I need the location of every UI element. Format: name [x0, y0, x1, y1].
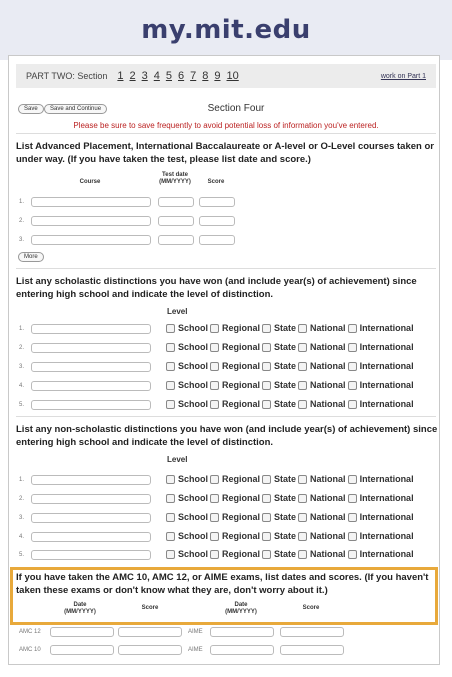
scholastic-question: List any scholastic distinctions you have won (and include year(s) of achievement) since entering high school and indicate the level of distinction. [16, 276, 417, 300]
regional-option[interactable]: Regional [210, 380, 260, 390]
checkbox[interactable] [298, 400, 307, 409]
regional-option[interactable]: Regional [210, 323, 260, 333]
checkbox[interactable] [166, 343, 175, 352]
international-option[interactable]: International [348, 474, 414, 484]
checkbox[interactable] [298, 381, 307, 390]
amc12-label: AMC 12 [19, 629, 41, 635]
checkbox[interactable] [262, 513, 271, 522]
checkbox[interactable] [210, 475, 219, 484]
ap-row-number: 2. [19, 218, 25, 224]
checkbox[interactable] [348, 550, 357, 559]
checkbox[interactable] [262, 494, 271, 503]
national-option[interactable]: National [298, 399, 346, 409]
regional-option[interactable]: Regional [210, 512, 260, 522]
international-option[interactable]: International [348, 512, 414, 522]
amc12-score-input[interactable] [118, 627, 182, 637]
scholastic-row-number: 2. [19, 345, 25, 351]
checkbox[interactable] [348, 324, 357, 333]
scholastic-level-options [166, 380, 416, 390]
scholastic-distinction-input[interactable] [31, 400, 151, 410]
checkbox[interactable] [166, 475, 175, 484]
school-option[interactable]: School [166, 512, 208, 522]
checkbox[interactable] [262, 381, 271, 390]
scholastic-distinction-input[interactable] [31, 343, 151, 353]
amc10-score-input[interactable] [118, 645, 182, 655]
state-option[interactable]: State [262, 531, 296, 541]
nonscholastic-row-number: 2. [19, 496, 25, 502]
site-header [0, 0, 452, 60]
nonscholastic-level-options [166, 531, 416, 541]
school-option[interactable]: School [166, 474, 208, 484]
checkbox[interactable] [262, 343, 271, 352]
checkbox[interactable] [348, 343, 357, 352]
state-option[interactable]: State [262, 493, 296, 503]
ap-row-number: 1. [19, 199, 25, 205]
ap-score-input[interactable] [199, 197, 235, 207]
scholastic-row-number: 1. [19, 326, 25, 332]
nonscholastic-row-number: 5. [19, 552, 25, 558]
checkbox[interactable] [298, 362, 307, 371]
national-option[interactable]: National [298, 531, 346, 541]
checkbox[interactable] [262, 550, 271, 559]
ap-course-input[interactable] [31, 197, 151, 207]
checkbox[interactable] [210, 550, 219, 559]
aime-label: AIME [188, 647, 203, 653]
state-option[interactable]: State [262, 512, 296, 522]
scholastic-row-number: 4. [19, 383, 25, 389]
ap-score-input[interactable] [199, 216, 235, 226]
save-button[interactable]: Save [18, 104, 44, 114]
aime-score-input[interactable] [280, 627, 344, 637]
section-link-6[interactable]: 6 [178, 70, 185, 82]
divider [16, 133, 436, 134]
amc10-label: AMC 10 [19, 647, 41, 653]
section-title: Section Four [207, 103, 265, 114]
scholastic-level-options [166, 399, 416, 409]
nonscholastic-row-number: 3. [19, 515, 25, 521]
ap-date-input[interactable] [158, 235, 194, 245]
international-option[interactable]: International [348, 493, 414, 503]
checkbox[interactable] [210, 400, 219, 409]
aime-score-column-header: Score [302, 605, 320, 611]
checkbox[interactable] [210, 362, 219, 371]
section-link-7[interactable]: 7 [190, 70, 197, 82]
ap-question: List Advanced Placement, International Baccalaureate or A-level or O-Level courses taken or under way. (If you have taken the test, please list date and score.) [16, 141, 434, 165]
score-column-header: Score [207, 179, 225, 185]
checkbox[interactable] [166, 532, 175, 541]
nonscholastic-question: List any non-scholastic distinctions you have won (and include year(s) of achievement) since entering high school and indicate the level of distinction. [16, 424, 438, 448]
school-option[interactable]: School [166, 549, 208, 559]
aime-date-column-header: Date (MM/YYYY) [225, 602, 257, 615]
part-label: PART TWO: Section [26, 71, 108, 81]
section-link-9[interactable]: 9 [214, 70, 221, 82]
checkbox[interactable] [166, 324, 175, 333]
nonscholastic-distinction-input[interactable] [31, 532, 151, 542]
scholastic-row-number: 5. [19, 402, 25, 408]
state-option[interactable]: State [262, 361, 296, 371]
national-option[interactable]: National [298, 361, 346, 371]
checkbox[interactable] [166, 550, 175, 559]
scholastic-level-options [166, 342, 416, 352]
checkbox[interactable] [298, 343, 307, 352]
ap-row-number: 3. [19, 237, 25, 243]
aime-date-input[interactable] [210, 645, 274, 655]
divider [16, 268, 436, 269]
checkbox[interactable] [262, 324, 271, 333]
checkbox[interactable] [298, 532, 307, 541]
section-links [117, 70, 238, 82]
checkbox[interactable] [348, 532, 357, 541]
regional-option[interactable]: Regional [210, 549, 260, 559]
checkbox[interactable] [348, 513, 357, 522]
amc12-date-input[interactable] [50, 627, 114, 637]
section-link-1[interactable]: 1 [117, 70, 124, 82]
state-option[interactable]: State [262, 342, 296, 352]
nonscholastic-level-options [166, 512, 416, 522]
checkbox[interactable] [348, 494, 357, 503]
nonscholastic-level-options [166, 549, 416, 559]
aime-date-input[interactable] [210, 627, 274, 637]
state-option[interactable]: State [262, 380, 296, 390]
regional-option[interactable]: Regional [210, 361, 260, 371]
school-option[interactable]: School [166, 361, 208, 371]
course-column-header: Course [79, 179, 101, 185]
ap-score-input[interactable] [199, 235, 235, 245]
checkbox[interactable] [166, 381, 175, 390]
national-option[interactable]: National [298, 380, 346, 390]
amc-score-column-header: Score [141, 605, 159, 611]
nonscholastic-distinction-input[interactable] [31, 475, 151, 485]
regional-option[interactable]: Regional [210, 399, 260, 409]
save-and-continue-button[interactable]: Save and Continue [44, 104, 107, 114]
international-option[interactable]: International [348, 323, 414, 333]
international-option[interactable]: International [348, 531, 414, 541]
section-link-10[interactable]: 10 [226, 70, 239, 82]
nonscholastic-level-header: Level [167, 455, 188, 464]
national-option[interactable]: National [298, 512, 346, 522]
school-option[interactable]: School [166, 493, 208, 503]
amc-question: If you have taken the AMC 10, AMC 12, or AIME exams, list dates and scores. (If you haven't taken these exams or don't know what they are, don't worry about it.) [16, 572, 429, 596]
nonscholastic-distinction-input[interactable] [31, 550, 151, 560]
checkbox[interactable] [210, 343, 219, 352]
school-option[interactable]: School [166, 380, 208, 390]
national-option[interactable]: National [298, 342, 346, 352]
amc-date-column-header: Date (MM/YYYY) [64, 602, 96, 615]
state-option[interactable]: State [262, 549, 296, 559]
regional-option[interactable]: Regional [210, 474, 260, 484]
checkbox[interactable] [166, 513, 175, 522]
nonscholastic-distinction-input[interactable] [31, 494, 151, 504]
section-link-4[interactable]: 4 [153, 70, 160, 82]
school-option[interactable]: School [166, 399, 208, 409]
scholastic-level-options [166, 323, 416, 333]
scholastic-level-options [166, 361, 416, 371]
checkbox[interactable] [262, 362, 271, 371]
checkbox[interactable] [262, 475, 271, 484]
divider [16, 416, 436, 417]
more-button[interactable]: More [18, 252, 44, 262]
checkbox[interactable] [348, 381, 357, 390]
scholastic-distinction-input[interactable] [31, 381, 151, 391]
part-navigation-bar [16, 64, 436, 88]
regional-option[interactable]: Regional [210, 531, 260, 541]
section-link-5[interactable]: 5 [165, 70, 172, 82]
checkbox[interactable] [348, 362, 357, 371]
checkbox[interactable] [348, 400, 357, 409]
checkbox[interactable] [210, 513, 219, 522]
national-option[interactable]: National [298, 474, 346, 484]
scholastic-distinction-input[interactable] [31, 362, 151, 372]
scholastic-row-number: 3. [19, 364, 25, 370]
checkbox[interactable] [210, 381, 219, 390]
scholastic-level-header: Level [167, 307, 188, 316]
state-option[interactable]: State [262, 474, 296, 484]
international-option[interactable]: International [348, 361, 414, 371]
checkbox[interactable] [262, 400, 271, 409]
regional-option[interactable]: Regional [210, 342, 260, 352]
national-option[interactable]: National [298, 323, 346, 333]
section-link-3[interactable]: 3 [141, 70, 148, 82]
checkbox[interactable] [298, 324, 307, 333]
checkbox[interactable] [166, 494, 175, 503]
checkbox[interactable] [348, 475, 357, 484]
checkbox[interactable] [298, 475, 307, 484]
checkbox[interactable] [166, 362, 175, 371]
regional-option[interactable]: Regional [210, 493, 260, 503]
school-option[interactable]: School [166, 342, 208, 352]
national-option[interactable]: National [298, 493, 346, 503]
save-warning: Please be sure to save frequently to avoid potential loss of information you've entered. [73, 121, 379, 130]
checkbox[interactable] [298, 494, 307, 503]
nonscholastic-level-options [166, 493, 416, 503]
school-option[interactable]: School [166, 323, 208, 333]
work-on-part-1-link[interactable]: work on Part 1 [380, 72, 426, 80]
checkbox[interactable] [210, 532, 219, 541]
state-option[interactable]: State [262, 323, 296, 333]
nonscholastic-level-options [166, 474, 416, 484]
checkbox[interactable] [210, 494, 219, 503]
ap-date-input[interactable] [158, 197, 194, 207]
nonscholastic-row-number: 4. [19, 534, 25, 540]
international-option[interactable]: International [348, 342, 414, 352]
scholastic-distinction-input[interactable] [31, 324, 151, 334]
school-option[interactable]: School [166, 531, 208, 541]
nonscholastic-row-number: 1. [19, 477, 25, 483]
international-option[interactable]: International [348, 399, 414, 409]
checkbox[interactable] [262, 532, 271, 541]
ap-course-input[interactable] [31, 216, 151, 226]
checkbox[interactable] [298, 513, 307, 522]
international-option[interactable]: International [348, 549, 414, 559]
section-link-2[interactable]: 2 [129, 70, 136, 82]
national-option[interactable]: National [298, 549, 346, 559]
site-title: my.mit.edu [141, 15, 311, 45]
international-option[interactable]: International [348, 380, 414, 390]
checkbox[interactable] [298, 550, 307, 559]
test-date-column-header: Test date (MM/YYYY) [159, 172, 191, 185]
amc10-date-input[interactable] [50, 645, 114, 655]
aime-label: AIME [188, 629, 203, 635]
aime-score-input[interactable] [280, 645, 344, 655]
ap-date-input[interactable] [158, 216, 194, 226]
ap-course-input[interactable] [31, 235, 151, 245]
checkbox[interactable] [166, 400, 175, 409]
state-option[interactable]: State [262, 399, 296, 409]
nonscholastic-distinction-input[interactable] [31, 513, 151, 523]
section-link-8[interactable]: 8 [202, 70, 209, 82]
checkbox[interactable] [210, 324, 219, 333]
